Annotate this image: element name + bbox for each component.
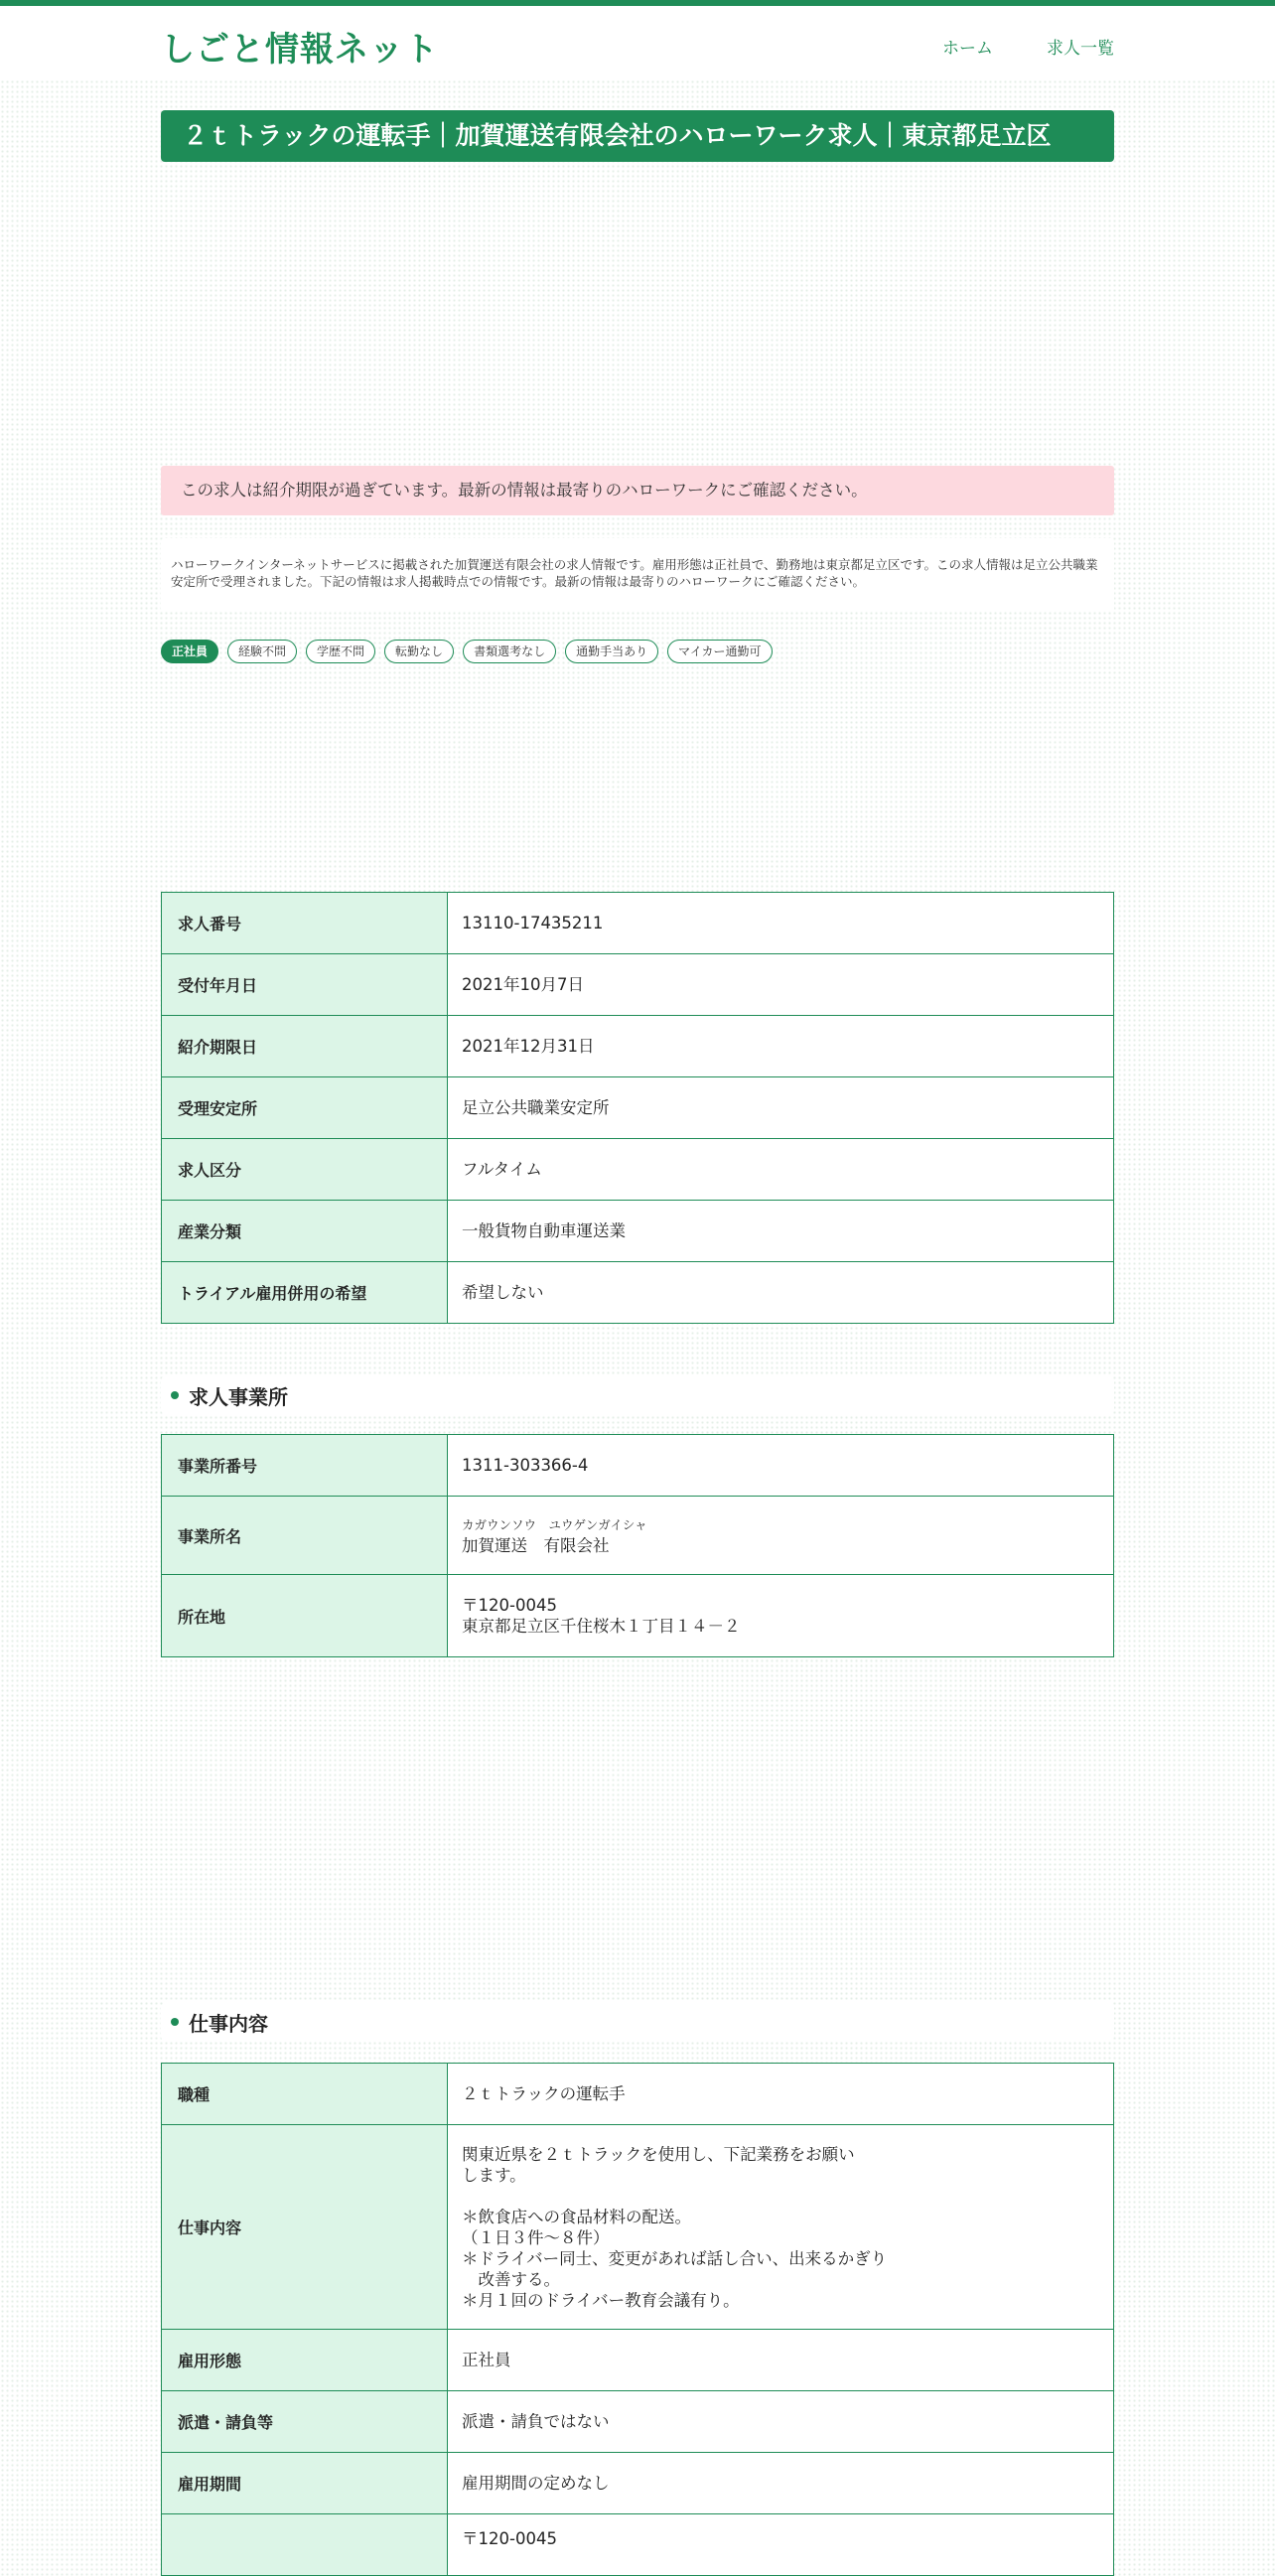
row-label: 受理安定所	[162, 1077, 448, 1139]
employment-type: 正社員	[448, 2330, 1114, 2391]
page-title: ２ｔトラックの運転手｜加賀運送有限会社のハローワーク求人｜東京都足立区	[161, 110, 1114, 162]
employment-period: 雇用期間の定めなし	[448, 2453, 1114, 2514]
site-header	[0, 6, 1275, 79]
job-type: ２ｔトラックの運転手	[448, 2064, 1114, 2125]
table-row	[162, 1497, 1114, 1575]
postal-code: 〒120-0045	[462, 1596, 557, 1615]
job-content: 関東近県を２ｔトラックを使用し、下記業務をお願い します。 ＊飲食店への食品材料の配送。 （１日３件～８件） ＊ドライバー同士、変更があれば話し合い、出来るかぎり 改善する。 ＊月１回のドライバー教育会議有り。	[448, 2125, 1114, 2330]
site-logo[interactable]: しごと情報ネット	[161, 30, 439, 70]
row-label: 事業所番号	[162, 1435, 448, 1497]
table-row	[162, 2064, 1114, 2125]
tag-no-experience: 経験不問	[227, 640, 297, 663]
row-label: 仕事内容	[162, 2125, 448, 2330]
bullet-dot-icon	[171, 2018, 179, 2026]
row-label: 産業分類	[162, 1201, 448, 1262]
row-label: 紹介期限日	[162, 1016, 448, 1077]
row-value: 希望しない	[448, 1262, 1114, 1324]
company-name: 加賀運送 有限会社	[462, 1536, 610, 1555]
row-value: 一般貨物自動車運送業	[448, 1201, 1114, 1262]
table-row	[162, 1139, 1114, 1201]
table-row	[162, 1262, 1114, 1324]
table-row	[162, 1016, 1114, 1077]
row-value: 13110-17435211	[448, 893, 1114, 954]
row-value: 2021年12月31日	[448, 1016, 1114, 1077]
row-label: 職種	[162, 2064, 448, 2125]
section-title: 仕事内容	[189, 2011, 268, 2036]
row-label: 雇用形態	[162, 2330, 448, 2391]
table-row	[162, 2125, 1114, 2330]
row-label: 求人番号	[162, 893, 448, 954]
table-row	[162, 893, 1114, 954]
tag-car-commute: マイカー通勤可	[667, 640, 772, 663]
table-row	[162, 1077, 1114, 1139]
tag-no-education: 学歴不問	[306, 640, 375, 663]
job-info-table	[161, 2063, 1114, 2576]
table-row	[162, 2514, 1114, 2576]
tag-no-transfer: 転勤なし	[384, 640, 454, 663]
section-title: 求人事業所	[189, 1384, 288, 1409]
section-heading-job	[161, 2002, 1114, 2042]
nav-job-list-link[interactable]: 求人一覧	[1047, 39, 1114, 59]
row-value: フルタイム	[448, 1139, 1114, 1201]
row-label: 受付年月日	[162, 954, 448, 1016]
row-value: 2021年10月7日	[448, 954, 1114, 1016]
company-name-kana: カガウンソウ ユウゲンガイシャ	[462, 1517, 647, 1532]
table-row	[162, 954, 1114, 1016]
row-value: 足立公共職業安定所	[448, 1077, 1114, 1139]
table-row	[162, 1575, 1114, 1657]
row-label	[162, 2514, 448, 2576]
table-row	[162, 1435, 1114, 1497]
row-label: 事業所名	[162, 1497, 448, 1575]
company-address: 東京都足立区千住桜木１丁目１４－２	[462, 1617, 741, 1636]
company-info-table	[161, 1434, 1114, 1657]
table-row	[162, 1201, 1114, 1262]
tag-no-document-screening: 書類選考なし	[463, 640, 556, 663]
bullet-dot-icon	[171, 1391, 179, 1399]
tag-list	[161, 640, 1114, 663]
job-description-summary: ハローワークインターネットサービスに掲載された加賀運送有限会社の求人情報です。雇用形態は正社員で、勤務地は東京都足立区です。この求人情報は足立公共職業安定所で受理されました。下記の情報は求人掲載時点での情報です。最新の情報は最寄りのハローワークにご確認ください。	[161, 538, 1114, 612]
section-heading-company	[161, 1375, 1114, 1415]
row-label: 雇用期間	[162, 2453, 448, 2514]
nav-home-link[interactable]: ホーム	[942, 39, 993, 59]
expired-alert: この求人は紹介期限が過ぎています。最新の情報は最寄りのハローワークにご確認ください。	[161, 466, 1114, 515]
address-cell	[448, 1575, 1114, 1657]
office-number: 1311-303366-4	[448, 1435, 1114, 1497]
basic-info-table	[161, 892, 1114, 1324]
main-nav	[942, 34, 1114, 59]
tag-regular-employee: 正社員	[161, 640, 218, 663]
dispatch-status: 派遣・請負ではない	[448, 2391, 1114, 2453]
table-row	[162, 2391, 1114, 2453]
company-name-cell	[448, 1497, 1114, 1575]
work-location-postal: 〒120-0045	[448, 2514, 1114, 2576]
table-row	[162, 2330, 1114, 2391]
row-label: 派遣・請負等	[162, 2391, 448, 2453]
tag-commute-allowance: 通勤手当あり	[565, 640, 658, 663]
row-label: 求人区分	[162, 1139, 448, 1201]
row-label: 所在地	[162, 1575, 448, 1657]
row-label: トライアル雇用併用の希望	[162, 1262, 448, 1324]
table-row	[162, 2453, 1114, 2514]
